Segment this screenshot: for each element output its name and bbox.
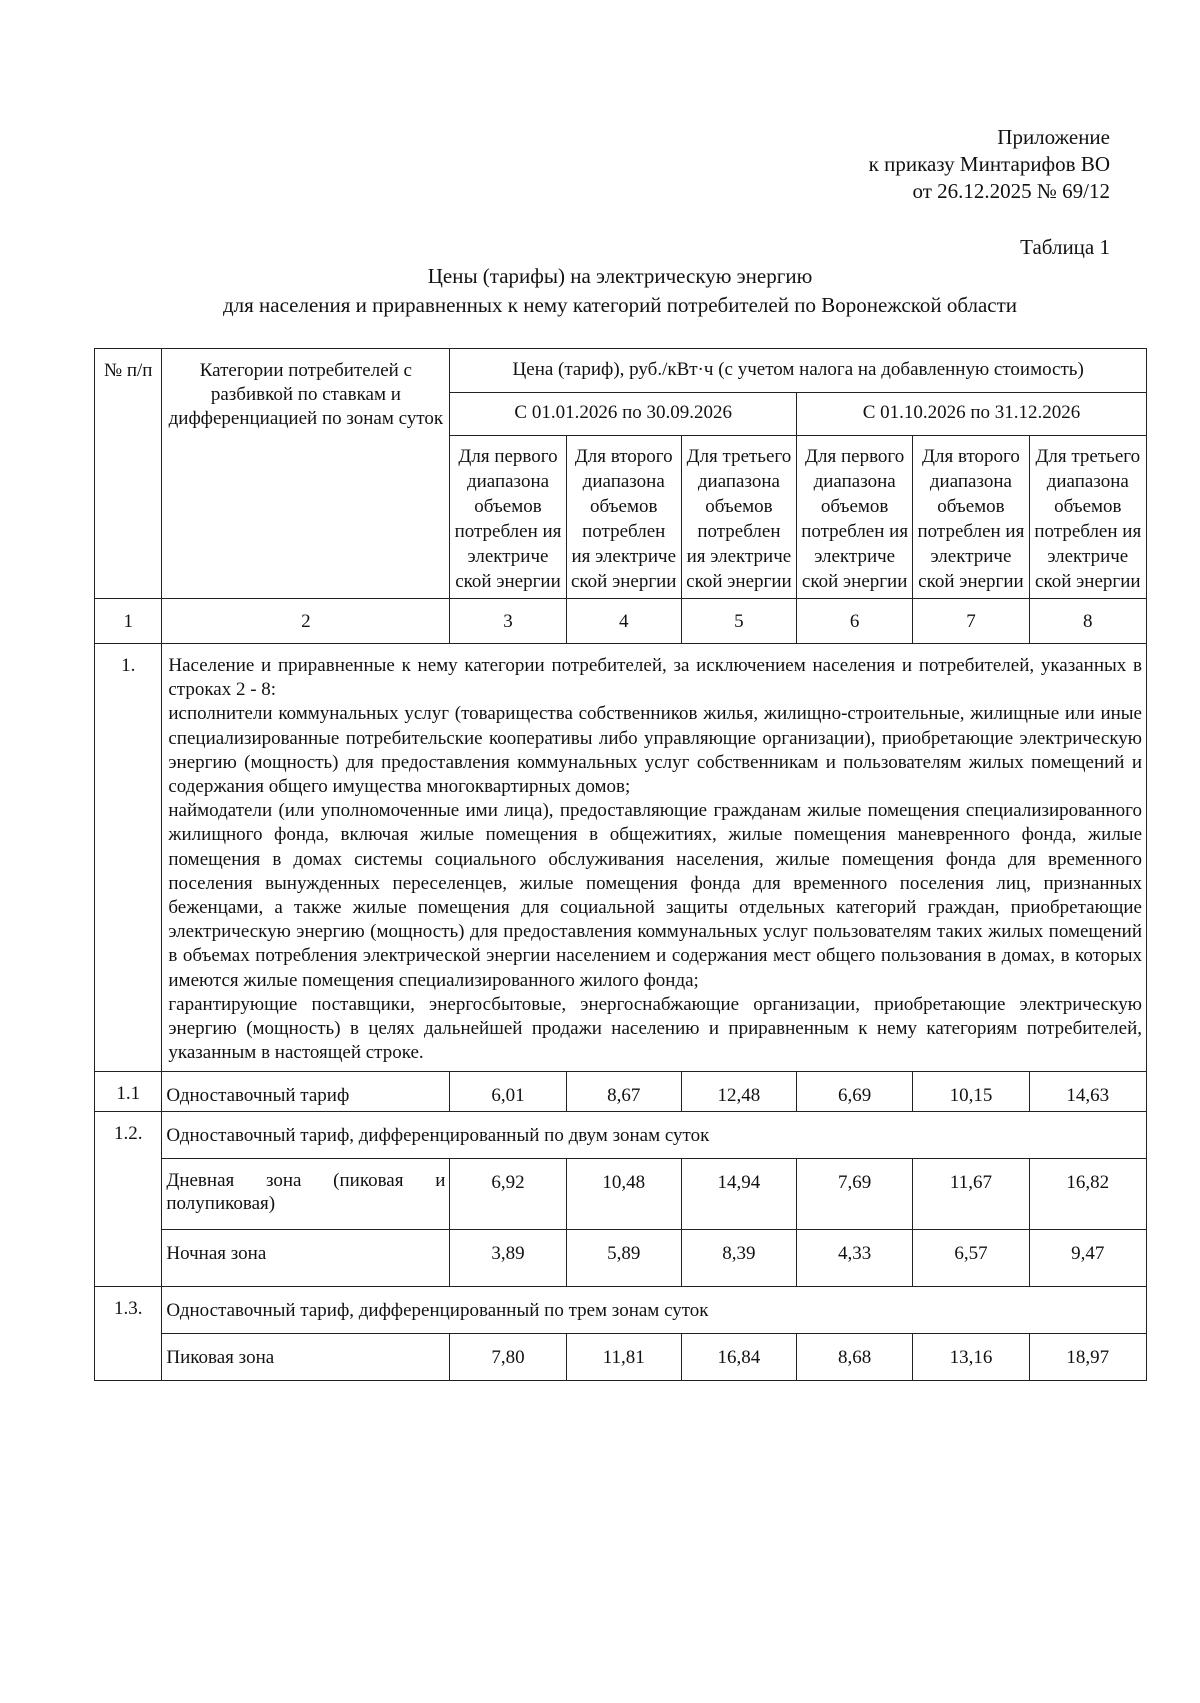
tariff-value: 4,33 xyxy=(797,1230,913,1287)
tariff-value: 6,69 xyxy=(797,1072,913,1112)
row-1-2-label: Одноставочный тариф, дифференцированный по двум зонам суток xyxy=(162,1112,1147,1159)
column-number: 8 xyxy=(1029,599,1146,644)
tariff-value: 8,68 xyxy=(797,1334,913,1381)
column-number: 4 xyxy=(566,599,681,644)
row-1-2-night xyxy=(95,1230,1147,1287)
tariff-value: 11,81 xyxy=(566,1334,681,1381)
row-1-3-heading xyxy=(95,1287,1147,1334)
header-no: № п/п xyxy=(95,349,162,599)
row-1-1-number: 1.1 xyxy=(95,1072,162,1112)
tariff-value: 8,67 xyxy=(566,1072,681,1112)
tariff-value: 18,97 xyxy=(1029,1334,1146,1381)
tariff-value: 16,84 xyxy=(681,1334,796,1381)
header-range-3-p1: Для третьего диапазона объемов потреблен ия электриче ской энергии xyxy=(681,436,796,599)
table-label: Таблица 1 xyxy=(1020,235,1110,259)
column-number: 5 xyxy=(681,599,796,644)
annex-block xyxy=(869,124,1110,205)
header-range-2-p1: Для второго диапазона объемов потреблен ия электриче ской энергии xyxy=(566,436,681,599)
header-range-1-p1: Для первого диапазона объемов потреблен ия электриче ской энергии xyxy=(450,436,566,599)
tariff-value: 7,80 xyxy=(450,1334,566,1381)
tariff-value: 11,67 xyxy=(913,1159,1029,1230)
row-1-3-peak-label: Пиковая зона xyxy=(162,1334,450,1381)
header-period-2: С 01.10.2026 по 31.12.2026 xyxy=(797,393,1147,436)
header-category: Категории потребителей с разбивкой по ставкам и дифференциацией по зонам суток xyxy=(162,349,450,599)
tariff-value: 9,47 xyxy=(1029,1230,1146,1287)
tariff-table xyxy=(94,348,1147,1381)
row-1-2-day xyxy=(95,1159,1147,1230)
tariff-value: 8,39 xyxy=(681,1230,796,1287)
annex-order: к приказу Минтарифов ВО xyxy=(868,152,1110,176)
header-range-2-p2: Для второго диапазона объемов потреблен ия электриче ской энергии xyxy=(913,436,1029,599)
section-1-paragraph: исполнители коммунальных услуг (товарищества собственников жилья, жилищно-строительные, жилищные или иные специализированные потребительские кооперативы либо управляющие организации), приобретающие электрическую энергию (мощность) для предоставления коммунальных услуг собственникам и пользователям жилых помещений и содержания общего имущества многоквартирных домов; xyxy=(168,703,1142,798)
header-row-1 xyxy=(95,349,1147,393)
row-1-1 xyxy=(95,1072,1147,1112)
header-range-3-p2: Для третьего диапазона объемов потреблен ия электриче ской энергии xyxy=(1029,436,1146,599)
tariff-value: 5,89 xyxy=(566,1230,681,1287)
tariff-value: 3,89 xyxy=(450,1230,566,1287)
row-1-3-label: Одноставочный тариф, дифференцированный по трем зонам суток xyxy=(162,1287,1147,1334)
row-1-3-peak xyxy=(95,1334,1147,1381)
row-1-2-number: 1.2. xyxy=(95,1112,162,1287)
row-1-2-night-label: Ночная зона xyxy=(162,1230,450,1287)
section-1-paragraph: наймодатели (или уполномоченные ими лица), предоставляющие гражданам жилые помещения специализированного жилищного фонда, включая жилые помещения в общежитиях, жилые помещения маневренного фонда, жилые помещения в домах системы социального обслуживания населения, жилые помещения фонда для временного поселения вынужденных переселенцев, жилые помещения фонда для временного поселения лиц, признанных беженцами, а также жилые помещения для социальной защиты отдельных категорий граждан, приобретающие электрическую энергию (мощность) для предоставления коммунальных услуг пользователям таких жилых помещений в объемах потребления электрической энергии населением и содержания мест общего пользования в домах, в которых имеются жилые помещения специализированного жилого фонда; xyxy=(168,800,1142,991)
column-number: 2 xyxy=(162,599,450,644)
column-number-row xyxy=(95,599,1147,644)
title-line-2: для населения и приравненных к нему категорий потребителей по Воронежской области xyxy=(222,293,1018,317)
header-period-1: С 01.01.2026 по 30.09.2026 xyxy=(450,393,797,436)
tariff-value: 12,48 xyxy=(681,1072,796,1112)
tariff-value: 6,92 xyxy=(450,1159,566,1230)
tariff-value: 10,48 xyxy=(566,1159,681,1230)
column-number: 6 xyxy=(797,599,913,644)
annex-date: от 26.12.2025 № 69/12 xyxy=(912,179,1110,203)
column-number: 1 xyxy=(95,599,162,644)
tariff-value: 14,94 xyxy=(681,1159,796,1230)
row-1-2-day-label: Дневная зона (пиковая и полупиковая) xyxy=(162,1159,450,1230)
row-1-3-number: 1.3. xyxy=(95,1287,162,1381)
tariff-value: 6,01 xyxy=(450,1072,566,1112)
tariff-value: 7,69 xyxy=(797,1159,913,1230)
section-1-row xyxy=(95,644,1147,1072)
section-1-description xyxy=(162,644,1147,1072)
header-price: Цена (тариф), руб./кВт·ч (с учетом налога на добавленную стоимость) xyxy=(450,349,1147,393)
row-1-2-heading xyxy=(95,1112,1147,1159)
tariff-value: 10,15 xyxy=(913,1072,1029,1112)
column-number: 7 xyxy=(913,599,1029,644)
document-title xyxy=(90,262,1150,320)
section-1-number: 1. xyxy=(95,644,162,1072)
row-1-1-label: Одноставочный тариф xyxy=(162,1072,450,1112)
section-1-paragraph: Население и приравненные к нему категории потребителей, за исключением населения и потребителей, указанных в строках 2 - 8: xyxy=(168,655,1142,701)
column-number: 3 xyxy=(450,599,566,644)
tariff-value: 6,57 xyxy=(913,1230,1029,1287)
title-line-1: Цены (тарифы) на электрическую энергию xyxy=(427,264,813,288)
annex-title: Приложение xyxy=(997,125,1110,149)
section-1-paragraph: гарантирующие поставщики, энергосбытовые, энергоснабжающие организации, приобретающие электрическую энергию (мощность) в целях дальнейшей продажи населению и приравненным к нему категориям потребителей, указанным в настоящей строке. xyxy=(168,993,1142,1064)
tariff-value: 14,63 xyxy=(1029,1072,1146,1112)
header-range-1-p2: Для первого диапазона объемов потреблен ия электриче ской энергии xyxy=(797,436,913,599)
tariff-value: 13,16 xyxy=(913,1334,1029,1381)
tariff-value: 16,82 xyxy=(1029,1159,1146,1230)
